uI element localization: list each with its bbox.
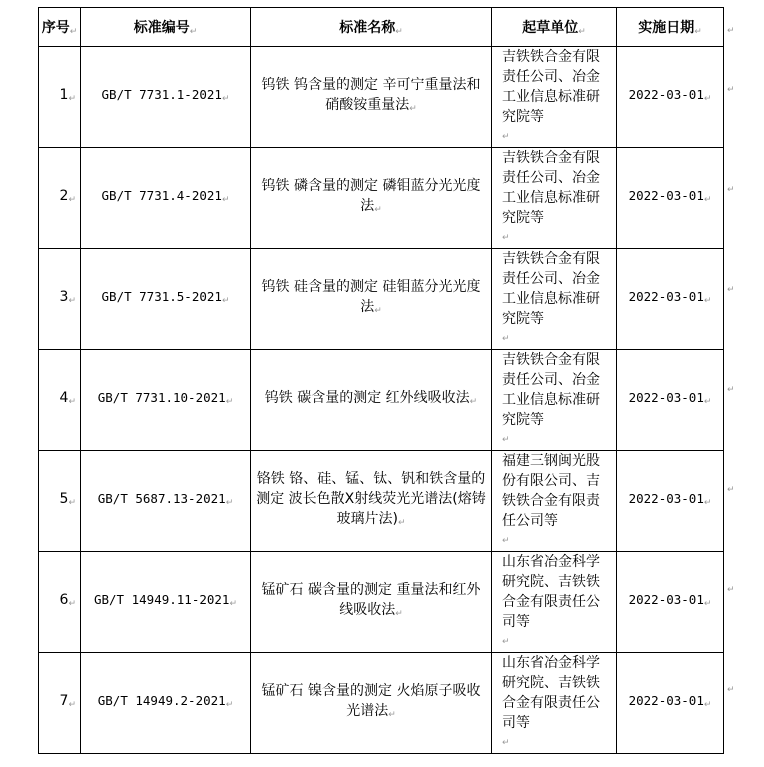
- header-code: 标准编号↵: [81, 8, 251, 47]
- cell-date: 2022-03-01↵: [617, 552, 724, 653]
- cell-name: 锰矿石 碳含量的测定 重量法和红外线吸收法↵: [251, 552, 492, 653]
- cell-name: 铬铁 铬、硅、锰、钛、钒和铁含量的测定 波长色散X射线荧光光谱法(熔铸玻璃片法)↵: [251, 451, 492, 552]
- cell-no: 4↵: [39, 350, 81, 451]
- cell-date: 2022-03-01↵: [617, 47, 724, 148]
- cell-code: GB/T 14949.2-2021↵: [81, 653, 251, 754]
- cell-unit: 福建三钢闽光股份有限公司、吉铁铁合金有限责任公司等 ↵: [492, 451, 617, 552]
- cell-date: 2022-03-01↵: [617, 653, 724, 754]
- cell-no: 5↵: [39, 451, 81, 552]
- row-end-mark: ↵: [727, 585, 735, 595]
- table-row: [39, 653, 724, 754]
- row-end-mark: ↵: [727, 485, 735, 495]
- table-row: [39, 148, 724, 249]
- cell-code: GB/T 7731.10-2021↵: [81, 350, 251, 451]
- header-row: [39, 8, 724, 47]
- cell-date: 2022-03-01↵: [617, 350, 724, 451]
- row-end-mark: ↵: [727, 85, 735, 95]
- header-date: 实施日期↵: [617, 8, 724, 47]
- table-row: [39, 451, 724, 552]
- cell-date: 2022-03-01↵: [617, 249, 724, 350]
- cell-no: 2↵: [39, 148, 81, 249]
- cell-no: 3↵: [39, 249, 81, 350]
- cell-unit: 山东省冶金科学研究院、吉铁铁合金有限责任公司等 ↵: [492, 653, 617, 754]
- cell-unit: 山东省冶金科学研究院、吉铁铁合金有限责任公司等 ↵: [492, 552, 617, 653]
- cell-code: GB/T 5687.13-2021↵: [81, 451, 251, 552]
- cell-code: GB/T 14949.11-2021↵: [81, 552, 251, 653]
- row-end-mark: ↵: [727, 685, 735, 695]
- row-end-mark: ↵: [727, 385, 735, 395]
- cell-code: GB/T 7731.1-2021↵: [81, 47, 251, 148]
- row-end-mark: ↵: [727, 285, 735, 295]
- header-name: 标准名称↵: [251, 8, 492, 47]
- cell-no: 6↵: [39, 552, 81, 653]
- header-no: 序号↵: [39, 8, 81, 47]
- cell-no: 1↵: [39, 47, 81, 148]
- cell-code: GB/T 7731.4-2021↵: [81, 148, 251, 249]
- cell-code: GB/T 7731.5-2021↵: [81, 249, 251, 350]
- table-row: [39, 552, 724, 653]
- cell-name: 钨铁 碳含量的测定 红外线吸收法↵: [251, 350, 492, 451]
- cell-unit: 吉铁铁合金有限责任公司、冶金工业信息标准研究院等 ↵: [492, 148, 617, 249]
- cell-name: 钨铁 磷含量的测定 磷钼蓝分光光度法↵: [251, 148, 492, 249]
- cell-name: 钨铁 硅含量的测定 硅钼蓝分光光度法↵: [251, 249, 492, 350]
- table-row: [39, 350, 724, 451]
- table-row: [39, 249, 724, 350]
- row-end-mark: ↵: [727, 185, 735, 195]
- cell-unit: 吉铁铁合金有限责任公司、冶金工业信息标准研究院等 ↵: [492, 249, 617, 350]
- cell-date: 2022-03-01↵: [617, 451, 724, 552]
- table-row: [39, 47, 724, 148]
- cell-name: 钨铁 钨含量的测定 辛可宁重量法和硝酸铵重量法↵: [251, 47, 492, 148]
- row-end-mark: ↵: [727, 26, 735, 36]
- cell-date: 2022-03-01↵: [617, 148, 724, 249]
- cell-no: 7↵: [39, 653, 81, 754]
- cell-unit: 吉铁铁合金有限责任公司、冶金工业信息标准研究院等 ↵: [492, 47, 617, 148]
- cell-name: 锰矿石 镍含量的测定 火焰原子吸收光谱法↵: [251, 653, 492, 754]
- header-unit: 起草单位↵: [492, 8, 617, 47]
- standards-table: [38, 7, 724, 754]
- cell-unit: 吉铁铁合金有限责任公司、冶金工业信息标准研究院等 ↵: [492, 350, 617, 451]
